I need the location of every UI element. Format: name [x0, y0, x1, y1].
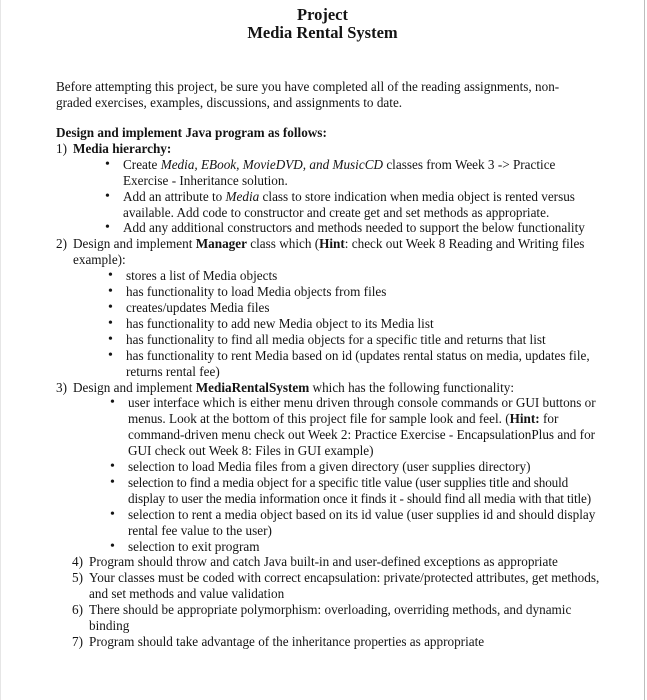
item1-bullets [101, 157, 601, 237]
item-number: 1) [56, 140, 67, 156]
requirement-3: 3) Design and implement MediaRentalSystem which has the following functionality: • user interface which is either menu driven through console commands or GUI buttons or menus. Look at the bottom of this project file for sample look and feel. (Hint: for command-driven menu check out Week 2: Practice Exercise - EncapsulationPlus and for GUI check out Week 8: Files in GUI example) • selection to load Media files from a given directory (user supplies directory) • selection to find a media object for a specific title value (user supplies title and should display to user the media information once it finds it - should find all media with that title) • selection to rent a media object based on its id value (user supplies id and should display rental fee value to the user) • selection to exit program [56, 380, 601, 555]
item-number: 2) [56, 236, 67, 252]
list-item: • Create Media, EBook, MovieDVD, and MusicCD classes from Week 3 -> Practice Exercise - Inheritance solution. [101, 157, 601, 189]
list-item: • Add any additional constructors and methods needed to support the below functionality [101, 220, 601, 236]
requirement-5: 5) Your classes must be coded with correct encapsulation: private/protected attributes, get methods, and set methods and value validation [72, 570, 600, 602]
item-number: 6) [72, 602, 83, 618]
requirement-4: 4) Program should throw and catch Java built-in and user-defined exceptions as appropriate [72, 554, 558, 570]
item-number: 4) [72, 554, 83, 570]
item-number: 3) [56, 379, 67, 395]
requirement-6: 6) There should be appropriate polymorphism: overloading, overriding methods, and dynamic binding [72, 602, 572, 634]
project-title: Project [297, 5, 348, 24]
list-item: • creates/updates Media files [104, 300, 601, 316]
item3-bullets [106, 395, 601, 554]
list-item: • selection to load Media files from a given directory (user supplies directory) [106, 459, 601, 475]
project-subtitle: Media Rental System [247, 23, 398, 42]
list-item: • selection to find a media object for a specific title value (user supplies title and should display to user the media information once it finds it - should find all media with that title) [106, 475, 601, 507]
list-item: • has functionality to load Media objects from files [104, 284, 601, 300]
design-heading: Design and implement Java program as follows: [56, 125, 327, 140]
requirement-7: 7) Program should take advantage of the inheritance properties as appropriate [72, 634, 485, 649]
requirements-list [56, 141, 601, 650]
requirement-1 [56, 141, 601, 236]
design-section [56, 125, 601, 650]
requirement-2: 2) Design and implement Manager class which (Hint: check out Week 8 Reading and Writing files example): • stores a list of Media objects • has functionality to load Media objects from files • creates/updates Media files • has functionality to add new Media object to its Media list • has functionality to find all media objects for a specific title and returns that list • has functionality to rent Media based on id (updates rental status on media, updates file, returns rental fee) [56, 236, 601, 379]
list-item: • selection to rent a media object based on its id value (user supplies id and should display rental fee value to the user) [106, 507, 601, 539]
item2-bullets [104, 268, 601, 379]
list-item: • has functionality to add new Media object to its Media list [104, 316, 601, 332]
list-item: • has functionality to find all media objects for a specific title and returns that list [104, 332, 601, 348]
list-item: • has functionality to rent Media based on id (updates rental status on media, updates file, returns rental fee) [104, 348, 601, 380]
list-item: • selection to exit program [106, 539, 601, 555]
list-item: • user interface which is either menu driven through console commands or GUI buttons or menus. Look at the bottom of this project file for sample look and feel. (Hint: for command-driven menu check out Week 2: Practice Exercise - EncapsulationPlus and for GUI check out Week 8: Files in GUI example) [106, 395, 601, 459]
item1-label: Media hierarchy: [73, 140, 172, 156]
item-number: 5) [72, 570, 83, 586]
intro-paragraph: Before attempting this project, be sure you have completed all of the reading assignments, non-graded exercises, examples, discussions, and assignments to date. [56, 79, 560, 110]
title-block [1, 0, 644, 42]
list-item: • Add an attribute to Media class to store indication when media object is rented versus available. Add code to constructor and create get and set methods as appropriate. [101, 189, 601, 221]
list-item: • stores a list of Media objects [104, 268, 601, 284]
item-number: 7) [72, 634, 83, 649]
